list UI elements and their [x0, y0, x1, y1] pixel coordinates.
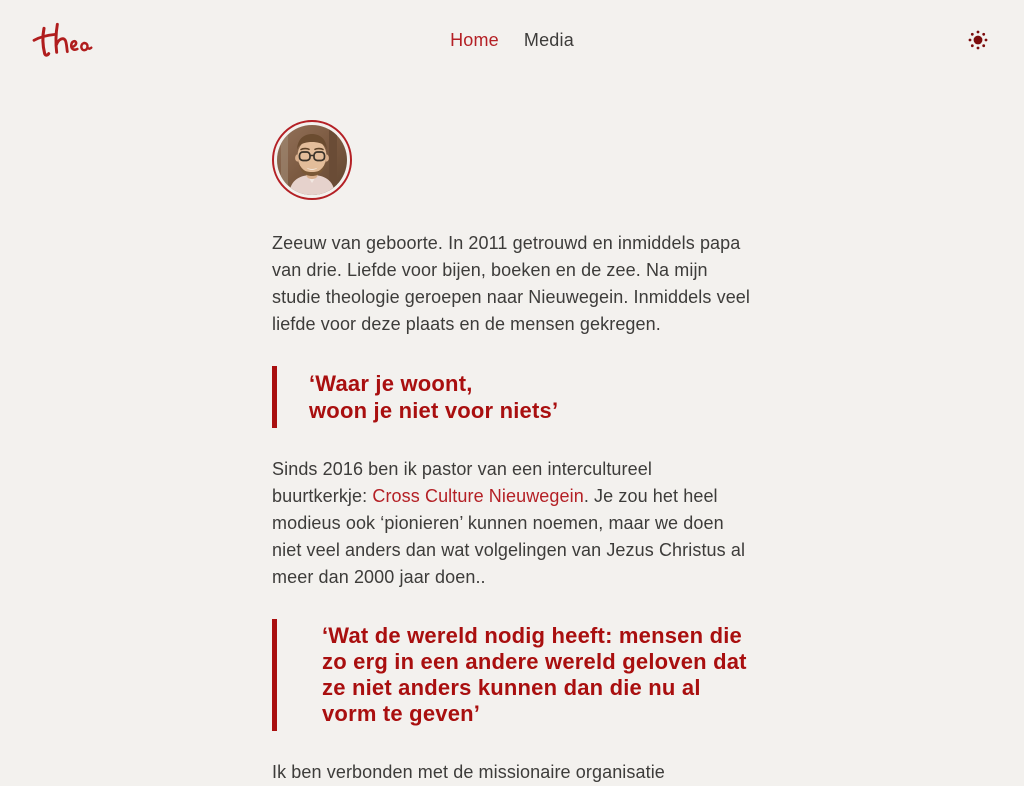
- avatar-photo: [277, 125, 347, 195]
- quote-waar-je-woont: [272, 366, 752, 428]
- main-content: [272, 80, 752, 786]
- nav-link-media[interactable]: Media: [523, 29, 574, 50]
- quote-line-2: woon je niet voor niets’: [309, 398, 559, 423]
- main-nav: [450, 0, 574, 80]
- nav-link-home[interactable]: Home: [450, 29, 499, 50]
- logo-theo[interactable]: [30, 19, 94, 61]
- cross-culture-nieuwegein-link[interactable]: Cross Culture Nieuwegein: [372, 486, 584, 506]
- theme-toggle-button[interactable]: [962, 24, 994, 56]
- quote-wat-de-wereld: ‘Wat de wereld nodig heeft: mensen die zo erg in een andere wereld geloven dat ze niet anders kunnen dan die nu al vorm te geven’: [272, 619, 752, 731]
- avatar: [272, 120, 352, 200]
- site-header: [0, 0, 1024, 80]
- intro-paragraph: Zeeuw van geboorte. In 2011 getrouwd en inmiddels papa van drie. Liefde voor bijen, boeken en de zee. Na mijn studie theologie geroepen naar Nieuwegein. Inmiddels veel liefde voor deze plaats en de mensen gekregen.: [272, 233, 751, 334]
- pastor-paragraph: [272, 456, 752, 591]
- sun-icon: [968, 30, 988, 50]
- logo-theo-icon: [30, 19, 94, 61]
- quote-line-1: ‘Waar je woont,: [309, 371, 473, 396]
- pastor-paragraph-start: Sinds 2016 ben ik pastor van een intercultureel buurtkerkje:: [272, 459, 652, 506]
- pastor-paragraph-end: . Je zou het heel modieus ook ‘pionieren’ kunnen noemen, maar we doen niet veel anders dan wat volgelingen van Jezus Christus al meer dan 2000 jaar doen..: [272, 486, 746, 587]
- missionary-paragraph: Ik ben verbonden met de missionaire organisatie: [272, 762, 665, 782]
